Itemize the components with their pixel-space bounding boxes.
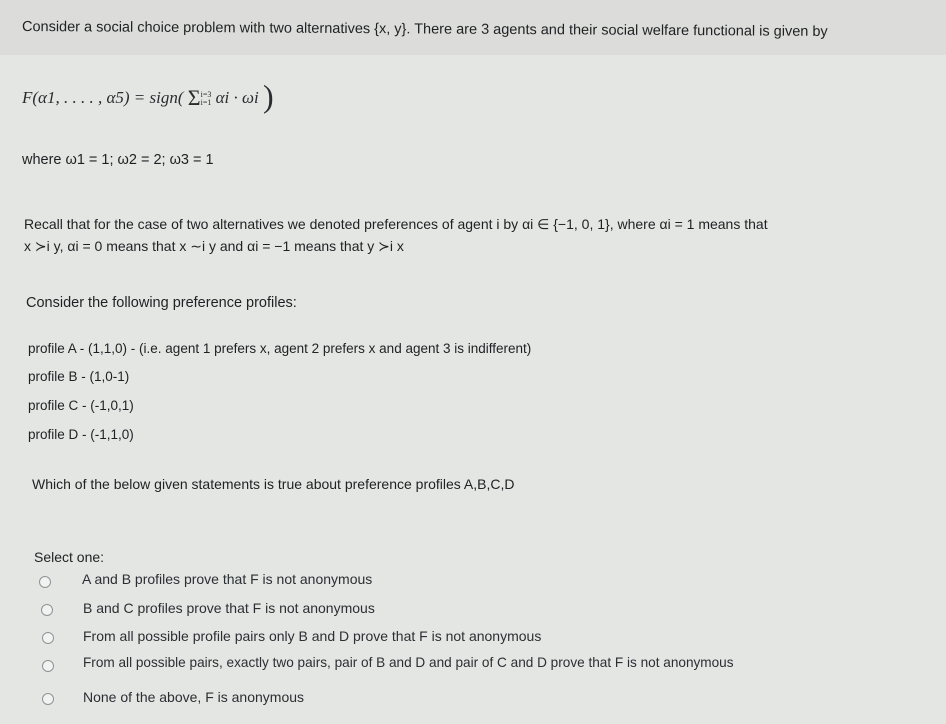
formula-lhs: F(α1, . . . . , α5) = sign( [22, 88, 184, 107]
profile-a: profile A - (1,1,0) - (i.e. agent 1 prefers x, agent 2 prefers x and agent 3 is indifferent) [28, 341, 532, 356]
sum-upper-limit: i=3 [200, 90, 212, 100]
radio-button[interactable] [42, 693, 54, 705]
welfare-formula [22, 78, 274, 115]
radio-button[interactable] [41, 604, 53, 616]
question-prompt: Which of the below given statements is true about preference profiles A,B,C,D [32, 476, 515, 492]
profile-d: profile D - (-1,1,0) [28, 427, 134, 442]
radio-button[interactable] [39, 576, 51, 588]
sigma-symbol: Σ [187, 85, 201, 110]
option-label[interactable]: From all possible profile pairs only B and D prove that F is not anonymous [83, 628, 542, 644]
profile-b: profile B - (1,0-1) [28, 369, 130, 384]
select-one-label: Select one: [34, 549, 105, 565]
profile-c: profile C - (-1,0,1) [28, 398, 134, 413]
option-label[interactable]: A and B profiles prove that F is not anonymous [82, 571, 373, 587]
question-intro: Consider a social choice problem with two alternatives {x, y}. There are 3 agents and their social welfare functional is given by [21, 19, 828, 40]
option-label[interactable]: B and C profiles prove that F is not anonymous [83, 600, 375, 616]
recall-line-1: Recall that for the case of two alternatives we denoted preferences of agent i by αi ∈ {−1, 0, 1}, where αi = 1 means that [24, 216, 768, 232]
option-label[interactable]: From all possible pairs, exactly two pairs, pair of B and D and pair of C and D prove that F is not anonymous [83, 655, 734, 670]
formula-term: αi · ωi [215, 88, 259, 107]
formula-close-paren: ) [262, 78, 274, 114]
radio-button[interactable] [42, 632, 54, 644]
recall-line-2: x ≻i y, αi = 0 means that x ∼i y and αi = −1 means that y ≻i x [24, 238, 404, 254]
sum-lower-limit: i=1 [200, 98, 212, 108]
option-label[interactable]: None of the above, F is anonymous [83, 689, 305, 705]
weights-line: where ω1 = 1; ω2 = 2; ω3 = 1 [22, 152, 214, 168]
radio-button[interactable] [42, 660, 54, 672]
profiles-heading: Consider the following preference profiles: [26, 295, 297, 311]
